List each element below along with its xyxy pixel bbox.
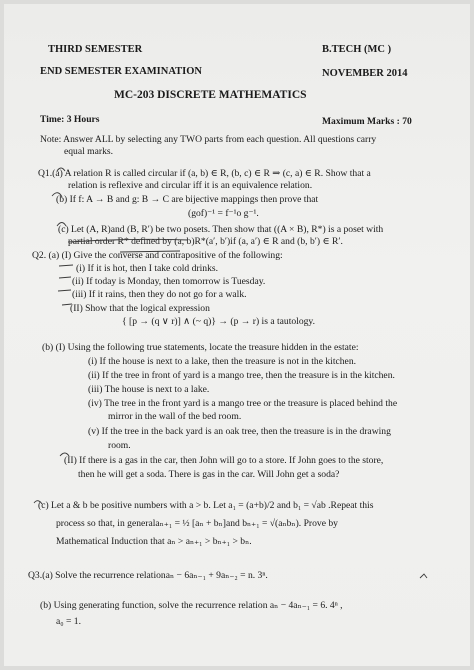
note-line-2: equal marks.: [64, 146, 114, 157]
q2b-part-ii-cont: then he will get a soda. There is gas in the car. Will John get a soda?: [78, 469, 340, 480]
q1b-line-1: (b) If f: A → B and g: B → C are bijective mappings then prove that: [56, 194, 319, 205]
q2c-line-3: Mathematical Induction that aₙ > aₙ₊₁ > bₙ₊₁ > bₙ.: [56, 536, 252, 547]
q2b-statement-iv: (iv) The tree in the front yard is a mango tree or the treasure is placed behind the: [88, 398, 398, 409]
q2c-line-2: process so that, in generalaₙ₊₁ = ½ [aₙ + bₙ]and bₙ₊₁ = √(aₙbₙ). Prove by: [56, 518, 338, 529]
note-line-1: Note: Answer ALL by selecting any TWO parts from each question. All questions carry: [40, 134, 377, 145]
session-label: NOVEMBER 2014: [322, 68, 408, 79]
q2b-statement-v-cont: room.: [108, 440, 131, 451]
q2a-item-ii: (ii) If today is Monday, then tomorrow is Tuesday.: [72, 276, 266, 287]
time-label: Time: 3 Hours: [40, 114, 100, 125]
q2a-intro: Q2. (a) (I) Give the converse and contrapositive of the following:: [32, 250, 283, 261]
max-marks-label: Maximum Marks : 70: [322, 116, 412, 127]
q1b-formula: (gof)⁻¹ = f⁻¹o g⁻¹.: [188, 208, 259, 219]
q3b-line-1: (b) Using generating function, solve the recurrence relation aₙ − 4aₙ₋₁ = 6. 4ⁿ ,: [40, 600, 343, 611]
semester-label: THIRD SEMESTER: [48, 44, 143, 55]
q3a-line: Q3.(a) Solve the recurrence relationaₙ − 6aₙ₋₁ + 9aₙ₋₂ = n. 3ⁿ.: [28, 570, 268, 581]
q2a-tautology-formula: { [p → (q ∨ r)] ∧ (~ q)} → (p → r) is a tautology.: [122, 316, 316, 327]
q2b-part-ii: (II) If there is a gas in the car, then John will go to a store. If John goes to the store,: [64, 455, 384, 466]
q2c-line-1: (c) Let a & b be positive numbers with a > b. Let a₁ = (a+b)/2 and b₁ = √ab .Repeat this: [38, 500, 374, 511]
program-label: B.TECH (MC ): [322, 44, 392, 55]
q2a-item-iii: (iii) If it rains, then they do not go for a walk.: [72, 289, 247, 300]
q1c-line-1: (c) Let (A, R)and (B, R′) be two posets. Then show that ((A × B), R*) is a poset with: [58, 224, 384, 235]
q2a-part-ii: (II) Show that the logical expression: [70, 303, 210, 314]
q2b-statement-iv-cont: mirror in the wall of the bed room.: [108, 411, 242, 422]
exam-paper: [4, 4, 470, 666]
q1a-line-1: Q1.(a) A relation R is called circular if (a, b) ∈ R, (b, c) ∈ R ⇒ (c, a) ∈ R. Show that a: [38, 168, 371, 179]
q1a-line-2: relation is reflexive and circular iff it is an equivalence relation.: [68, 180, 313, 191]
q2a-item-i: (i) If it is hot, then I take cold drinks.: [76, 263, 219, 274]
q2b-intro: (b) (I) Using the following true statements, locate the treasure hidden in the estate:: [42, 342, 359, 353]
q2b-statement-ii: (ii) If the tree in front of yard is a mango tree, then the treasure is in the kitchen.: [88, 370, 395, 381]
q1c-line-2: partial order R* defined by (a, b)R*(a′, b′)if (a, a′) ∈ R and (b, b′) ∈ R′.: [68, 236, 343, 247]
q2b-statement-iii: (iii) The house is next to a lake.: [88, 384, 210, 395]
course-title: MC-203 DISCRETE MATHEMATICS: [114, 89, 307, 101]
q3b-line-2: a₀ = 1.: [56, 616, 82, 627]
exam-label: END SEMESTER EXAMINATION: [40, 66, 202, 77]
q2b-statement-i: (i) If the house is next to a lake, then the treasure is not in the kitchen.: [88, 356, 357, 367]
q2b-statement-v: (v) If the tree in the back yard is an oak tree, then the treasure is in the drawing: [88, 426, 391, 437]
